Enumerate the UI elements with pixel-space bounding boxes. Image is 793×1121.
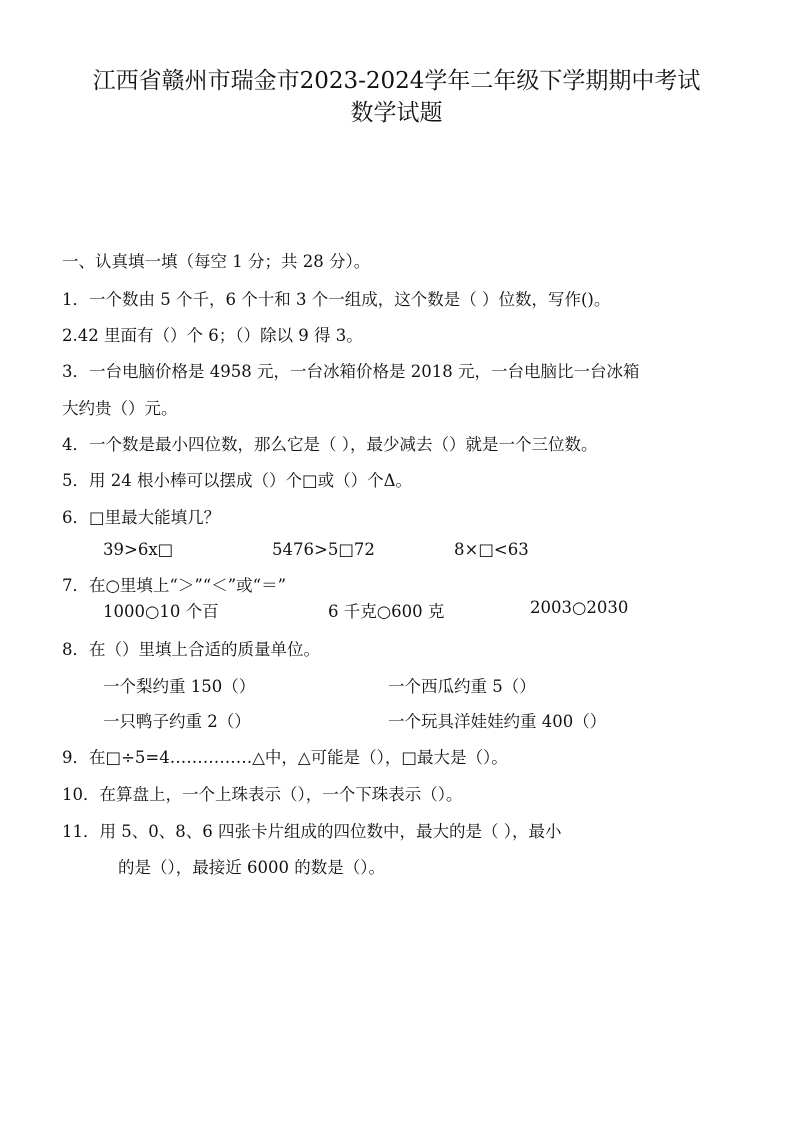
question-7: 7．在○里填上“＞”“＜”或“＝” [62, 576, 287, 595]
question-6-item: 8×□<63 [454, 540, 529, 559]
question-5: 5．用 24 根小棒可以摆成（）个□或（）个Δ。 [62, 471, 412, 490]
question-8: 8．在（）里填上合适的质量单位。 [62, 640, 320, 659]
question-7-item: 6 千克○600 克 [328, 602, 445, 621]
question-1: 1．一个数由 5 个千，6 个十和 3 个一组成，这个数是（ ）位数，写作()。 [62, 290, 611, 309]
question-8-item: 一个梨约重 150（） [103, 677, 256, 696]
question-3-line2: 大约贵（）元。 [62, 399, 178, 418]
question-8-item: 一个玩具洋娃娃约重 400（） [388, 712, 607, 731]
exam-subtitle: 数学试题 [350, 100, 443, 126]
question-10: 10．在算盘上，一个上珠表示（），一个下珠表示（）。 [62, 785, 463, 804]
question-6-item: 39>6x□ [103, 540, 174, 559]
question-11-line1: 11．用 5、0、8、6 四张卡片组成的四位数中，最大的是（ ），最小 [62, 822, 562, 841]
question-3-line1: 3．一台电脑价格是 4958 元，一台冰箱价格是 2018 元，一台电脑比一台冰箱 [62, 362, 640, 381]
question-7-item: 2003○2030 [530, 598, 629, 617]
question-7-item: 1000○10 个百 [103, 602, 219, 621]
question-2: 2.42 里面有（）个 6；（）除以 9 得 3。 [62, 326, 363, 345]
question-4: 4．一个数是最小四位数，那么它是（ ），最少减去（）就是一个三位数。 [62, 435, 598, 454]
exam-title: 江西省赣州市瑞金市2023-2024学年二年级下学期期中考试 [92, 68, 701, 94]
question-6-item: 5476>5□72 [272, 540, 375, 559]
question-8-item: 一只鸭子约重 2（） [103, 712, 251, 731]
question-8-item: 一个西瓜约重 5（） [388, 677, 536, 696]
question-6: 6．□里最大能填几？ [62, 508, 221, 527]
section-heading: 一、认真填一填（每空 1 分；共 28 分）。 [62, 252, 371, 271]
question-9: 9．在□÷5=4……………△中，△可能是（），□最大是（）。 [62, 748, 508, 767]
question-11-line2: 的是（），最接近 6000 的数是（）。 [118, 858, 385, 877]
